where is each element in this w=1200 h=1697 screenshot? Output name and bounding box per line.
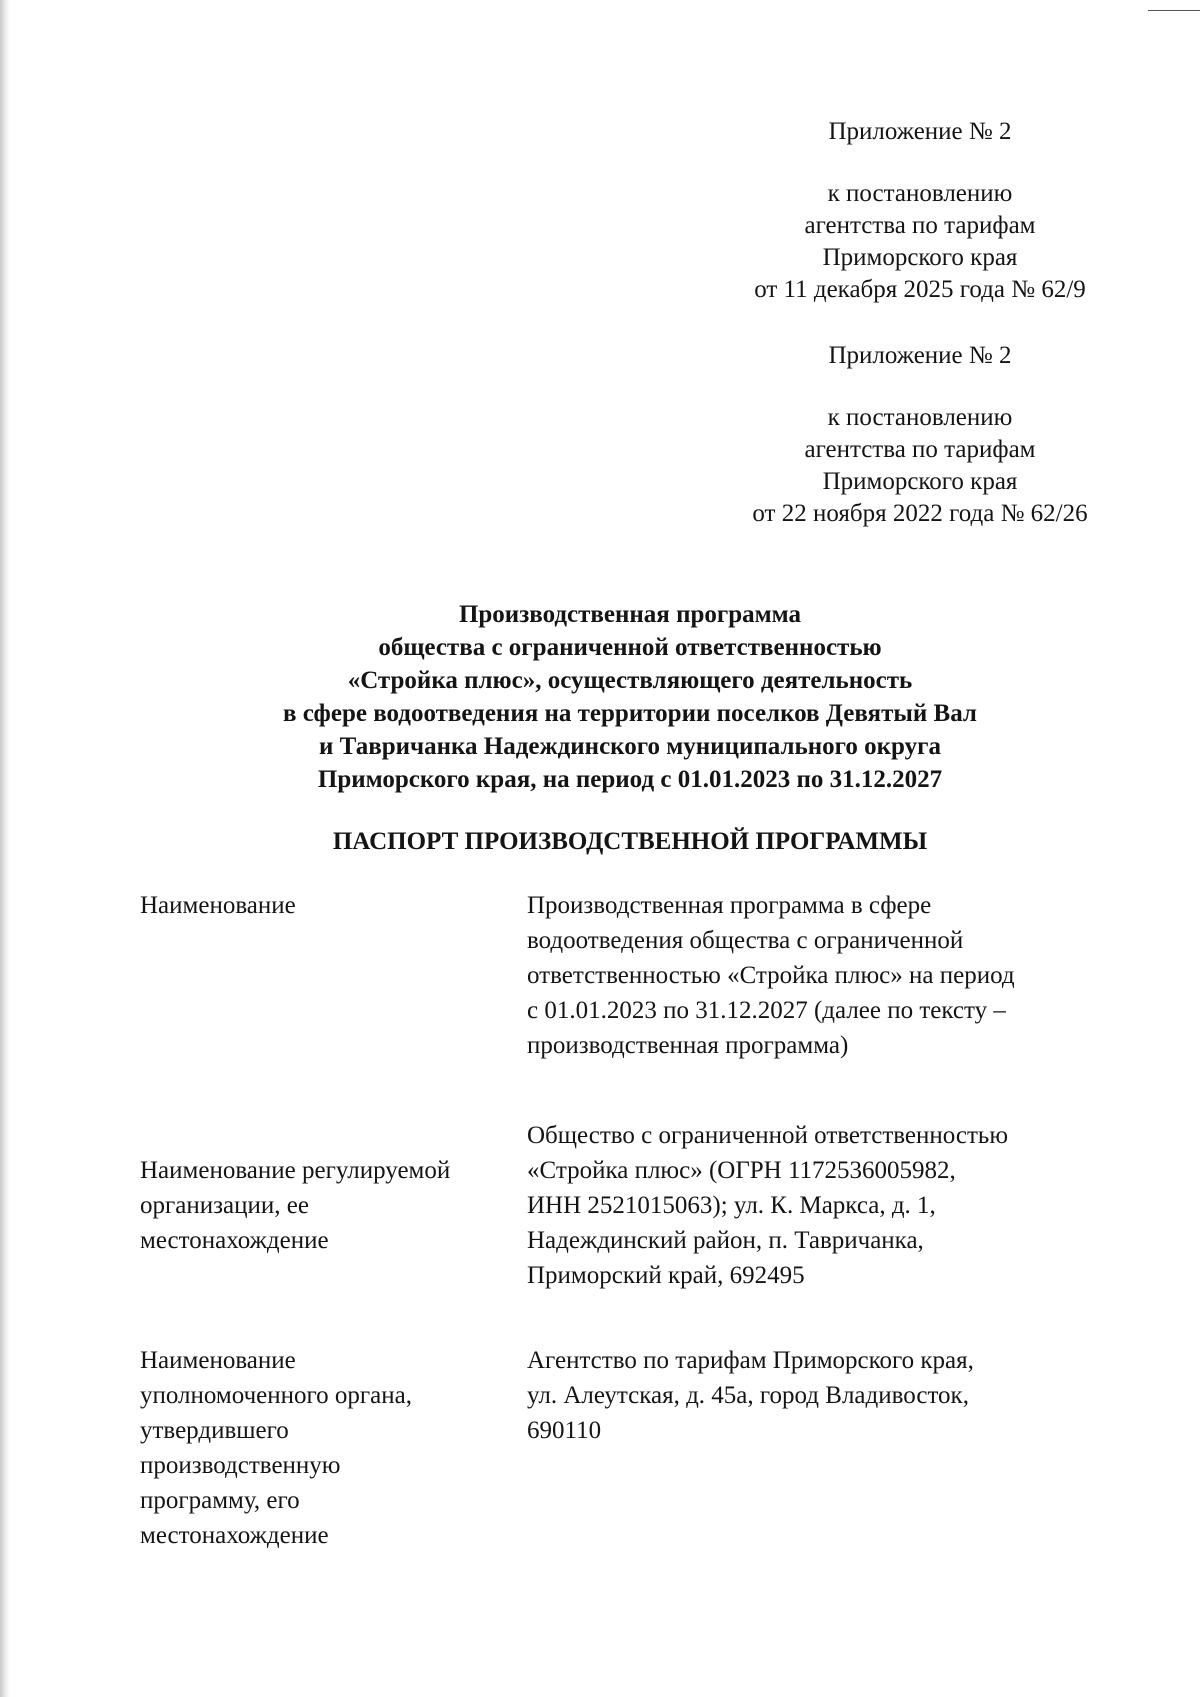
attachment-block-current — [670, 116, 1170, 306]
document-title — [160, 598, 1100, 796]
passport-label — [140, 888, 500, 923]
value-line: ИНН 2521015063); ул. К. Маркса, д. 1, — [527, 1192, 936, 1219]
label-line: местонахождение — [140, 1227, 329, 1254]
attachment-line: Приморского края — [822, 244, 1018, 271]
attachment-date-line: от 22 ноября 2022 года № 62/26 — [752, 500, 1088, 527]
label-line: Наименование регулируемой — [140, 1157, 451, 1184]
attachment-line: к постановлению — [827, 404, 1013, 431]
label-line: местонахождение — [140, 1522, 329, 1549]
label-line: уполномоченного органа, — [140, 1382, 412, 1409]
passport-value — [527, 1118, 1087, 1293]
value-line: 690110 — [527, 1417, 602, 1444]
label-line: организации, ее — [140, 1192, 309, 1219]
passport-label — [140, 1343, 500, 1553]
label-line: программу, его — [140, 1487, 300, 1514]
title-line: в сфере водоотведения на территории поселков Девятый Вал — [283, 700, 977, 727]
attachment-line: к постановлению — [827, 180, 1013, 207]
value-line: ответственностью «Стройка плюс» на период — [527, 962, 1015, 989]
attachment-date-line: от 11 декабря 2025 года № 62/9 — [754, 276, 1086, 303]
title-line: «Стройка плюс», осуществляющего деятельность — [347, 667, 913, 694]
value-line: с 01.01.2023 по 31.12.2027 (далее по тексту – — [527, 997, 1006, 1024]
value-line: Производственная программа в сфере — [527, 892, 932, 919]
title-line: Производственная программа — [458, 601, 802, 628]
value-line: «Стройка плюс» (ОГРН 1172536005982, — [527, 1157, 956, 1184]
value-line: Агентство по тарифам Приморского края, — [527, 1347, 974, 1374]
label-line: Наименование — [140, 892, 296, 919]
value-line: производственная программа) — [527, 1032, 849, 1059]
value-line: Надеждинский район, п. Тавричанка, — [527, 1227, 924, 1254]
value-line: ул. Алеутская, д. 45а, город Владивосток, — [527, 1382, 969, 1409]
label-line: производственную — [140, 1452, 341, 1479]
value-line: Общество с ограниченной ответственностью — [527, 1122, 1008, 1149]
passport-value — [527, 1343, 1087, 1448]
title-line: и Тавричанка Надеждинского муниципального округа — [319, 733, 941, 760]
title-line: Приморского края, на период с 01.01.2023 по 31.12.2027 — [317, 766, 943, 793]
attachment-block-original — [670, 340, 1170, 530]
label-line: утвердившего — [140, 1417, 289, 1444]
attachment-number: Приложение № 2 — [828, 342, 1012, 369]
attachment-reference — [670, 178, 1170, 306]
passport-heading: ПАСПОРТ ПРОИЗВОДСТВЕННОЙ ПРОГРАММЫ — [332, 828, 928, 855]
attachment-line: агентства по тарифам — [804, 436, 1036, 463]
attachment-number: Приложение № 2 — [828, 118, 1012, 145]
scan-edge-shadow — [0, 0, 10, 1697]
attachment-reference — [670, 402, 1170, 530]
scan-corner-mark — [1148, 10, 1200, 11]
value-line: Приморский край, 692495 — [527, 1262, 805, 1289]
attachment-line: агентства по тарифам — [804, 212, 1036, 239]
label-line: Наименование — [140, 1347, 296, 1374]
title-line: общества с ограниченной ответственностью — [378, 634, 882, 661]
value-line: водоотведения общества с ограниченной — [527, 927, 964, 954]
attachment-line: Приморского края — [822, 468, 1018, 495]
passport-label — [140, 1153, 500, 1258]
passport-value — [527, 888, 1087, 1063]
